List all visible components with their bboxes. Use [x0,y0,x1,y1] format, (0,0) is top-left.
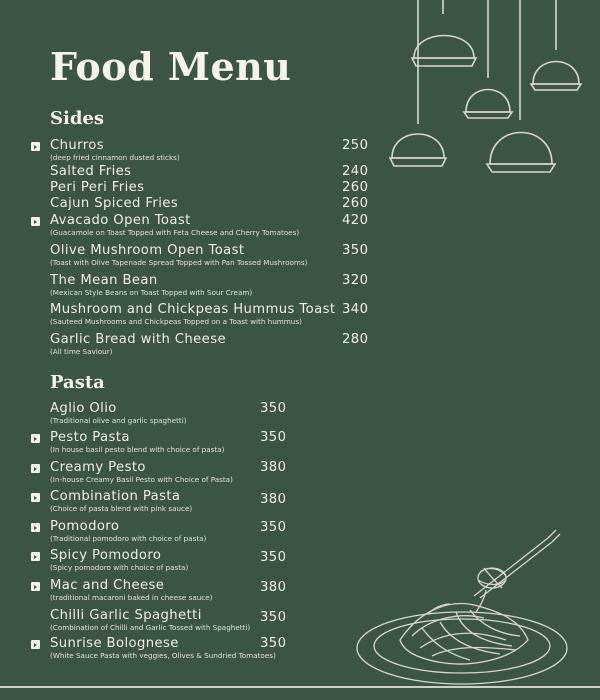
bullet-icon [31,493,40,502]
item-price: 260 [342,180,369,195]
item-name: Pesto Pasta [50,430,130,445]
item-description: (Choice of pasta blend with pink sauce) [50,504,193,513]
menu-item-sunrise-bolognese [50,636,287,660]
item-price: 350 [260,401,287,416]
item-description: (Spicy pomodoro with choice of pasta) [50,563,189,572]
item-price: 420 [342,213,369,228]
item-name: Peri Peri Fries [50,180,145,195]
menu-item-mushroom-chickpeas-hummus-toast [50,302,369,326]
item-price: 260 [342,196,369,211]
menu-item-avacado-open-toast [50,213,369,237]
item-name: Creamy Pesto [50,460,146,475]
item-name: Garlic Bread with Cheese [50,332,226,347]
bullet-icon [31,640,40,649]
item-description: (traditional macaroni baked in cheese sauce) [50,593,213,602]
menu-item-olive-mushroom-open-toast [50,243,369,267]
item-description: (Traditional pomodoro with choice of pasta) [50,534,207,543]
item-description: (deep fried cinnamon dusted sticks) [50,153,180,162]
menu-item-garlic-bread-with-cheese [50,332,369,356]
item-price: 350 [260,636,287,651]
item-description: (In house basil pesto blend with choice of pasta) [50,445,225,454]
item-price: 380 [260,580,287,595]
item-price: 350 [260,550,287,565]
item-name: Combination Pasta [50,489,181,504]
item-name: Mushroom and Chickpeas Hummus Toast [50,302,336,317]
item-name: Pomodoro [50,519,120,534]
item-price: 350 [260,430,287,445]
item-name: Olive Mushroom Open Toast [50,243,245,258]
item-description: (Toast with Olive Tapenade Spread Topped with Pan Tossed Mushrooms) [50,258,308,267]
item-description: (In-house Creamy Basil Pesto with Choice of Pasta) [50,475,233,484]
item-description: (Guacamole on Toast Topped with Feta Cheese and Cherry Tomatoes) [50,228,300,237]
menu-item-mac-and-cheese [50,578,287,602]
item-description: (Sauteed Mushrooms and Chickpeas Topped on a Toast with hummus) [50,317,302,326]
menu-item-spicy-pomodoro [50,548,287,572]
bottom-divider [0,686,600,688]
menu-item-salted-fries [50,164,369,179]
item-price: 250 [342,138,369,153]
item-price: 350 [260,520,287,535]
menu-item-combination-pasta [50,489,287,513]
item-price: 380 [260,492,287,507]
section-heading-sides: Sides [50,108,105,129]
menu-item-chilli-garlic-spaghetti [50,608,287,632]
menu-item-cajun-spiced-fries [50,196,369,211]
item-name: Cajun Spiced Fries [50,196,179,211]
item-price: 350 [260,610,287,625]
section-heading-pasta: Pasta [50,372,105,393]
bullet-icon [31,434,40,443]
item-price: 350 [342,243,369,258]
menu-item-aglio-olio [50,401,287,425]
bullet-icon [31,552,40,561]
item-price: 240 [342,164,369,179]
menu-item-pomodoro [50,519,287,543]
menu-item-pesto-pasta [50,430,287,454]
item-name: Avacado Open Toast [50,213,191,228]
item-price: 340 [342,302,369,317]
bullet-icon [31,464,40,473]
item-name: Spicy Pomodoro [50,548,162,563]
item-description: (Traditional olive and garlic spaghetti) [50,416,187,425]
bullet-icon [31,582,40,591]
item-price: 320 [342,273,369,288]
bullet-icon [31,217,40,226]
menu-title: Food Menu [50,44,292,89]
item-name: Churros [50,138,104,153]
item-name: Mac and Cheese [50,578,165,593]
item-name: The Mean Bean [50,273,158,288]
item-description: (Combination of Chilli and Garlic Tossed with Spaghetti) [50,623,251,632]
item-name: Salted Fries [50,164,132,179]
menu-item-creamy-pesto [50,460,287,484]
item-price: 280 [342,332,369,347]
bullet-icon [31,523,40,532]
item-description: (Mexican Style Beans on Toast Topped with Sour Cream) [50,288,253,297]
item-name: Sunrise Bolognese [50,636,179,651]
item-name: Aglio Olio [50,401,117,416]
bullet-icon [31,142,40,151]
item-description: (All time Saviour) [50,347,113,356]
item-name: Chilli Garlic Spaghetti [50,608,202,623]
menu-item-churros [50,138,369,162]
menu-item-peri-peri-fries [50,180,369,195]
item-price: 380 [260,460,287,475]
menu-item-the-mean-bean [50,273,369,297]
item-description: (White Sauce Pasta with veggies, Olives & Sundried Tomatoes) [50,651,276,660]
